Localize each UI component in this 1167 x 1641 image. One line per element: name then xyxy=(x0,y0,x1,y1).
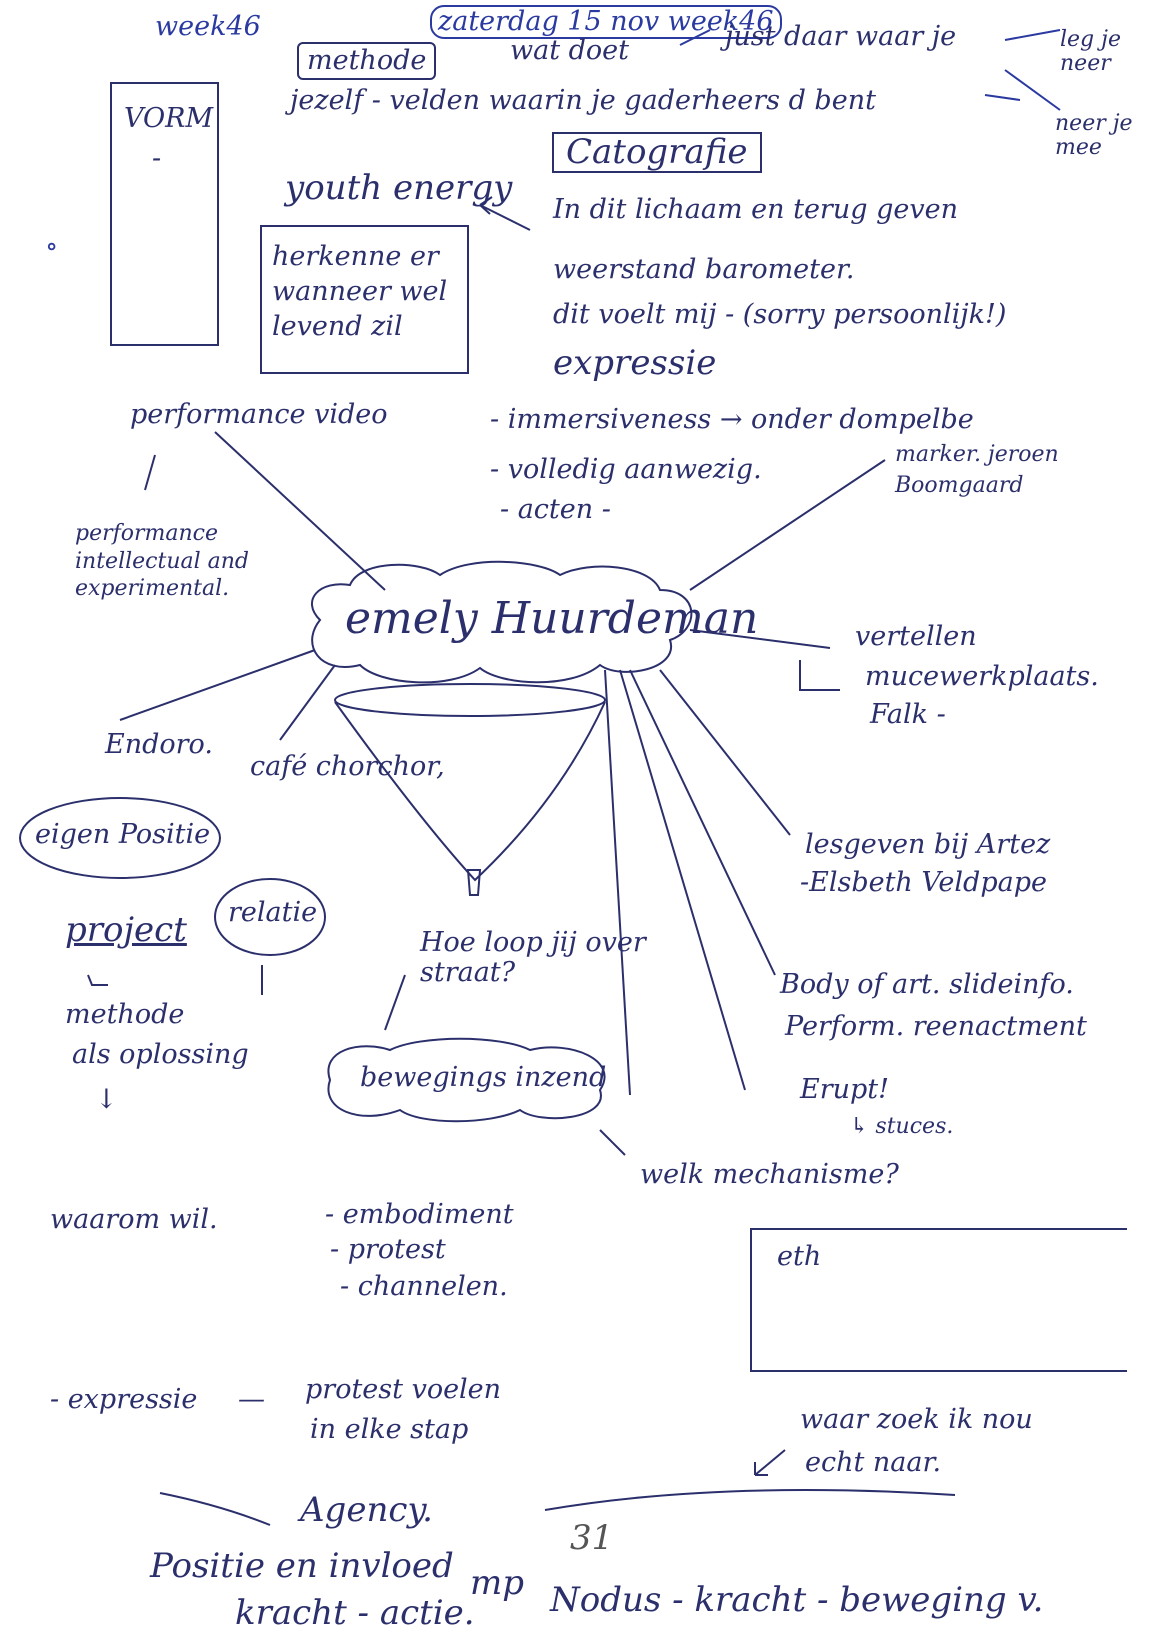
eth-label: eth xyxy=(777,1241,822,1272)
categorie-line-1: In dit lichaam en terug geven xyxy=(553,194,958,225)
endoro-label: Endoro. xyxy=(105,729,213,760)
lessen-1: lesgeven bij Artez xyxy=(805,829,1051,860)
methode-arrow: ↓ xyxy=(95,1084,118,1115)
bewegings-label: bewegings inzend xyxy=(360,1062,607,1093)
page-number: 31 xyxy=(570,1518,614,1558)
methode-als-1: methode xyxy=(65,999,185,1030)
methode-als-2: als oplossing xyxy=(72,1039,249,1070)
categorie-line-3: dit voelt mij - (sorry persoonlijk!) xyxy=(553,299,1007,330)
performance-note: performance intellectual and experimental. xyxy=(75,521,250,601)
relatie-label: relatie xyxy=(228,897,318,928)
expressie-dash: — xyxy=(238,1384,265,1415)
body-2: Perform. reenactment xyxy=(785,1011,1087,1042)
scribble-mark: ∘ xyxy=(45,231,59,262)
list-channelen: - channelen. xyxy=(340,1271,508,1302)
waarom-label: waarom wil. xyxy=(50,1204,218,1235)
eth-box xyxy=(750,1228,1127,1372)
waar-2: echt naar. xyxy=(805,1447,942,1478)
mp-label: mp xyxy=(470,1563,525,1603)
center-name: emely Huurdeman xyxy=(345,593,759,644)
just-daar-label: just daar waar je xyxy=(725,21,957,52)
kracht-label: kracht - actie. xyxy=(235,1593,475,1633)
vertellen-2: mucewerkplaats. xyxy=(865,661,1099,692)
expressie-label: - expressie xyxy=(50,1384,198,1415)
performance-video-label: performance video xyxy=(130,399,388,430)
erupt-2: ↳ stuces. xyxy=(850,1114,954,1139)
leg-je-label: leg je neer xyxy=(1060,27,1121,77)
week-left-label: week46 xyxy=(155,11,261,42)
waar-1: waar zoek ik nou xyxy=(800,1404,1033,1435)
categorie-expressie: expressie xyxy=(553,343,717,383)
methode-label: methode xyxy=(297,42,436,80)
categorie-item-3: - acten - xyxy=(500,494,611,525)
categorie-title: Catografie xyxy=(552,132,762,173)
cafe-label: café chorchor, xyxy=(250,751,445,782)
youth-box xyxy=(260,225,469,374)
vorm-box xyxy=(110,82,219,346)
list-protest: - protest xyxy=(330,1234,446,1265)
project-label: project xyxy=(65,910,187,950)
eigen-positie-label: eigen Positie xyxy=(35,819,211,850)
vorm-dash: - xyxy=(152,143,162,174)
jezelf-line: jezelf - velden waarin je gaderheers d bent xyxy=(290,85,876,116)
date-title: zaterdag 15 nov week46 xyxy=(430,5,782,39)
lessen-2: -Elsbeth Veldpape xyxy=(800,867,1047,898)
protest-1: protest voelen xyxy=(305,1374,502,1405)
agency-label: Agency. xyxy=(300,1490,433,1530)
protest-2: in elke stap xyxy=(310,1414,469,1445)
youth-label: youth energy xyxy=(285,168,513,208)
categorie-item-2: - volledig aanwezig. xyxy=(490,454,762,485)
wat-doet-label: wat doet xyxy=(510,35,630,66)
youth-box-text: herkenne er wanneer wel levend zil xyxy=(272,241,448,343)
nodus-label: Nodus - kracht - beweging v. xyxy=(550,1580,1044,1620)
positie-label: Positie en invloed xyxy=(150,1546,454,1586)
body-1: Body of art. slideinfo. xyxy=(780,969,1074,1000)
list-embodiment: - embodiment xyxy=(325,1199,514,1230)
neer-je-mee-label: neer je mee xyxy=(1055,111,1133,161)
categorie-line-2: weerstand barometer. xyxy=(553,254,855,285)
vertellen-3: Falk - xyxy=(870,699,946,730)
categorie-item-1: - immersiveness → onder dompelbe xyxy=(490,404,974,435)
vertellen-1: vertellen xyxy=(855,621,977,652)
vorm-label: VORM xyxy=(124,103,214,134)
erupt-1: Erupt! xyxy=(800,1074,889,1105)
marker-label: marker. jeroen Boomgaard xyxy=(895,442,1059,498)
hoe-loop-label: Hoe loop jij over straat? xyxy=(420,927,646,988)
welk-mechanisme-label: welk mechanisme? xyxy=(640,1159,899,1190)
